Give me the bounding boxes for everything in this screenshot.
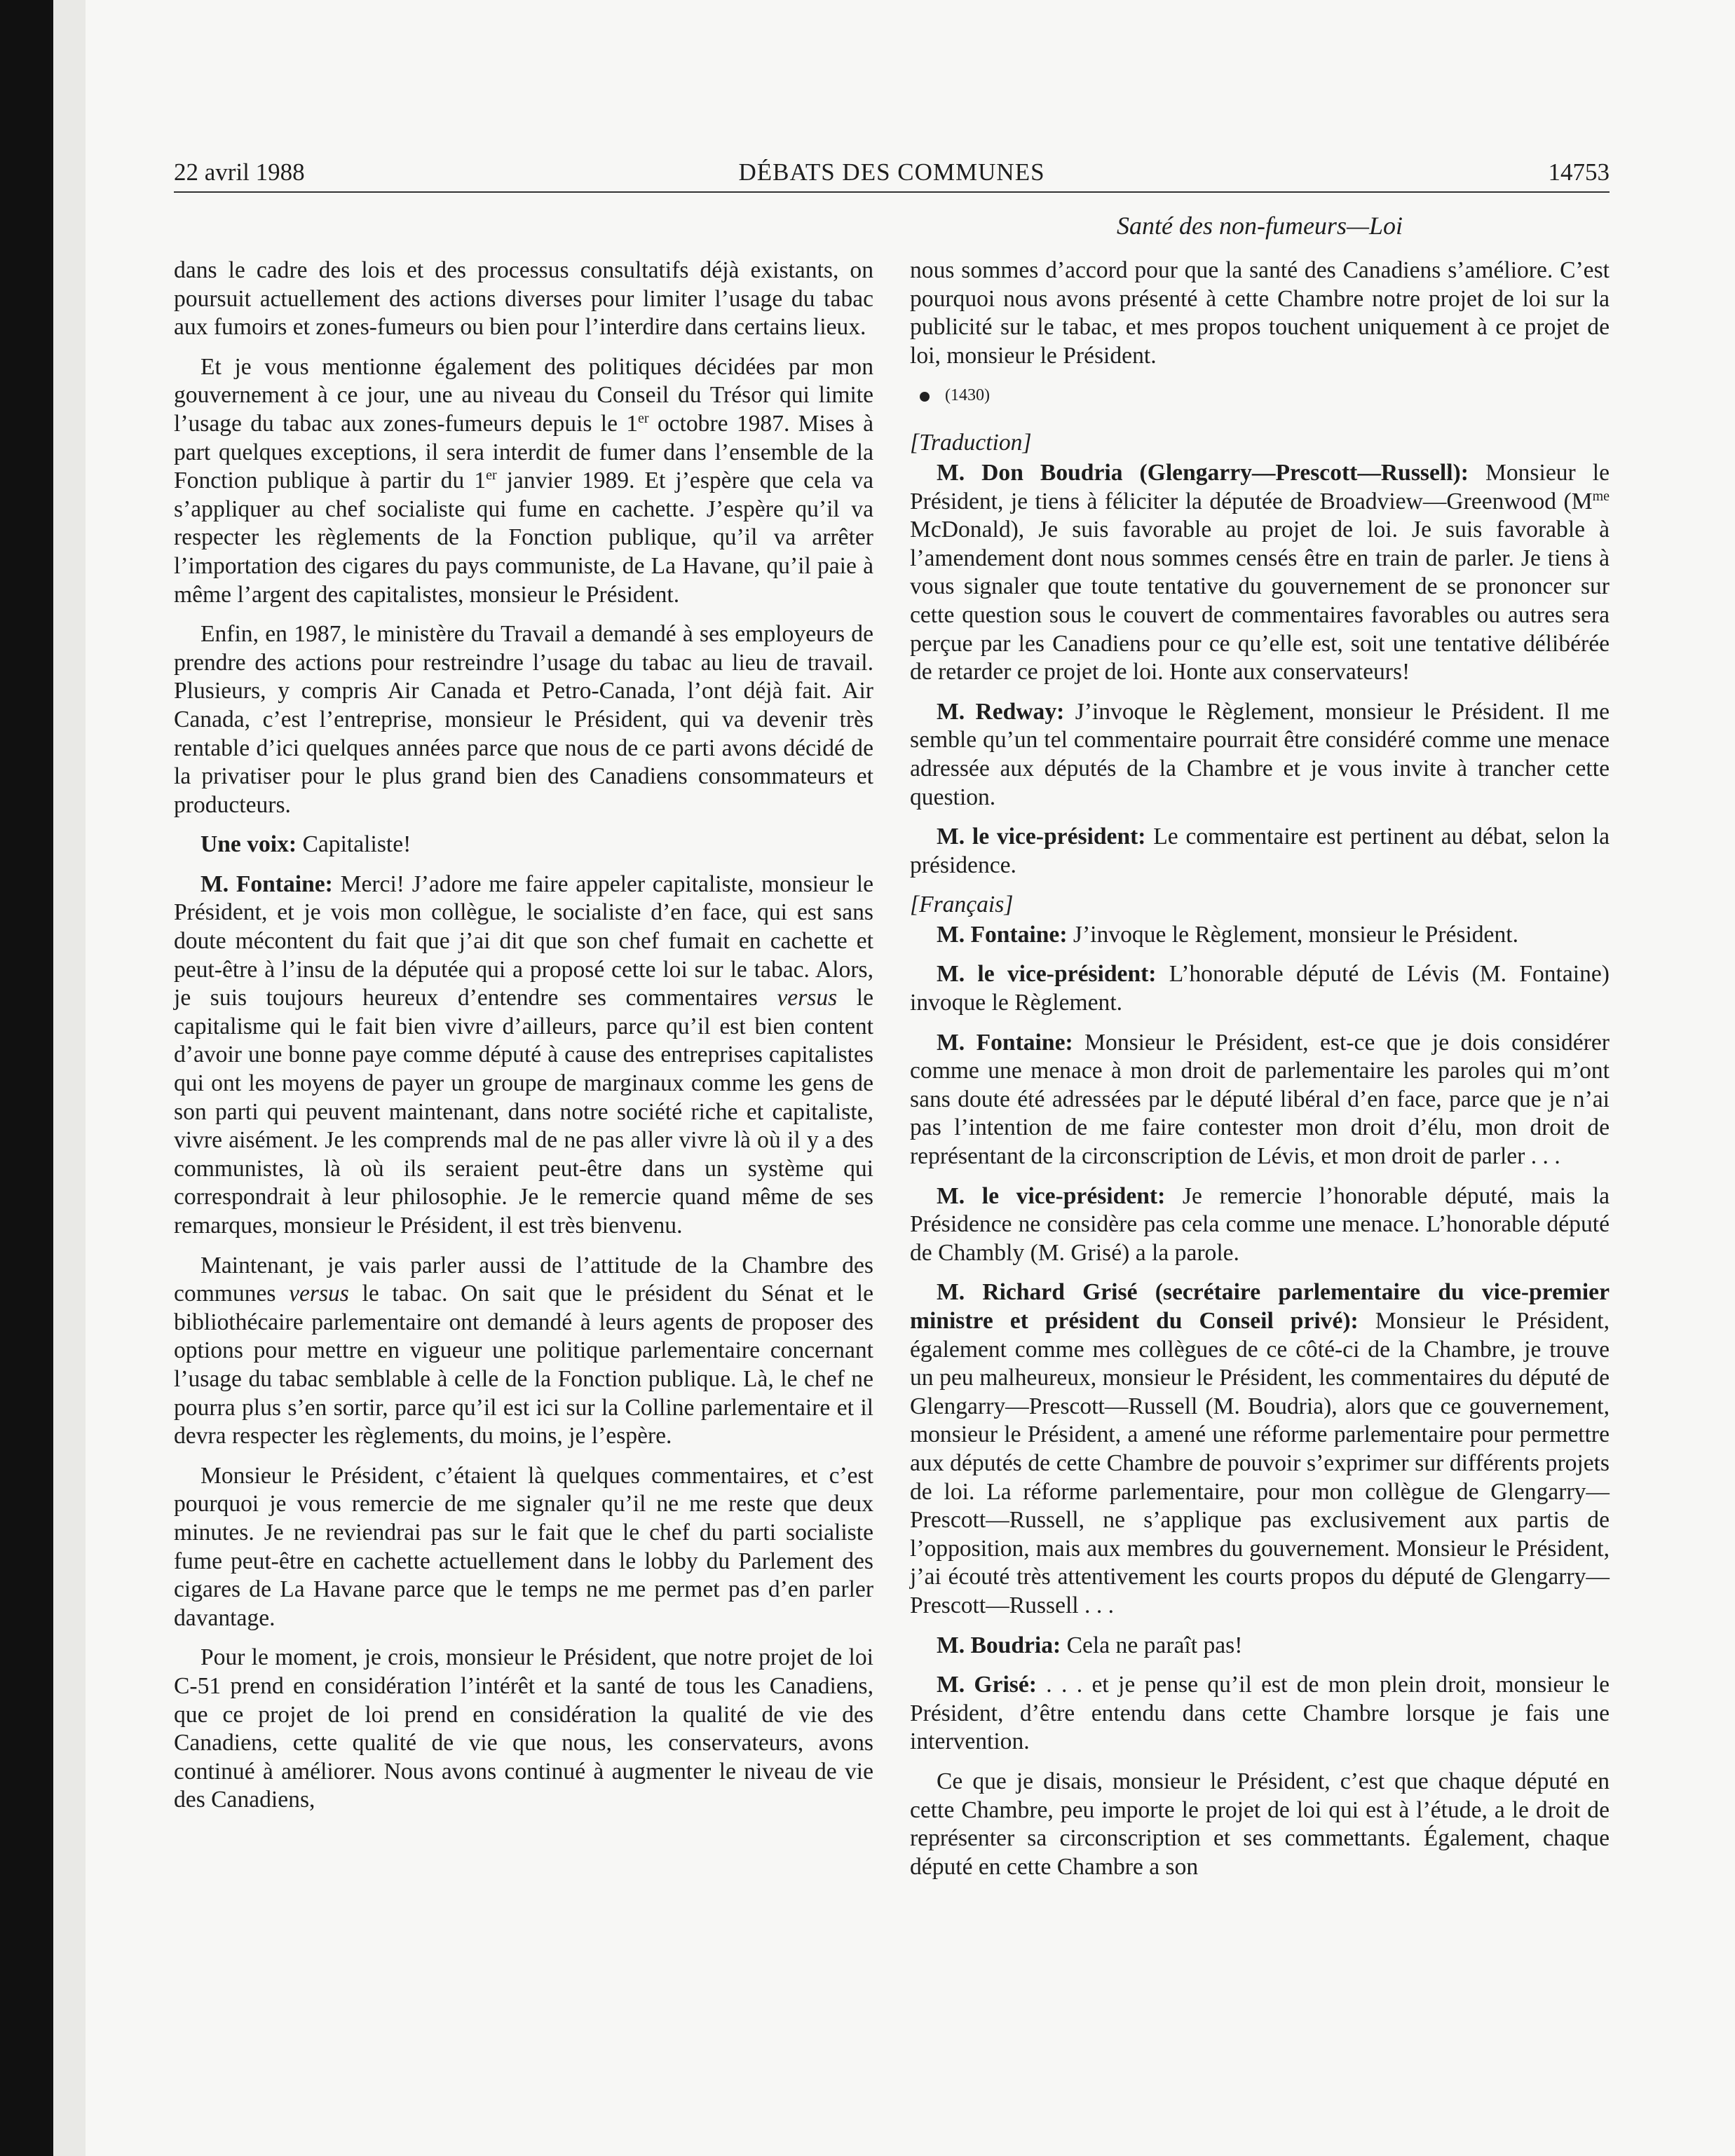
paragraph [174, 831, 873, 859]
paragraph [910, 257, 1610, 370]
paragraph [910, 960, 1610, 1017]
paragraph [174, 257, 873, 342]
paragraph-text: Maintenant, je vais parler aussi de l’attitude de la Chambre des communes [174, 1252, 873, 1307]
speaker-name: M. Boudria: [937, 1632, 1061, 1658]
speaker-name: M. le vice-président: [937, 824, 1146, 850]
speaker-name: M. Redway: [937, 698, 1065, 725]
paragraph-text: Monsieur le Président, je tiens à féliciter la députée de Broadview—Greenwood (M [910, 459, 1610, 514]
paragraph [174, 871, 873, 1241]
paragraph-text: J’invoque le Règlement, monsieur le Président. Il me semble qu’un tel commentaire pourrait être considéré comme une menace adressée aux députés de la Chambre et je vous invite à trancher cette question. [910, 698, 1610, 810]
paragraph [910, 1278, 1610, 1620]
paragraph-text: dans le cadre des lois et des processus consultatifs déjà existants, on poursuit actuellement des actions diverses pour limiter l’usage du tabac aux fumoirs et zones-fumeurs ou bien pour l’interdire dans certains lieux. [174, 257, 873, 341]
paragraph-text: . . . et je pense qu’il est de mon plein droit, monsieur le Président, d’être entendu dans cette Chambre lorsque je fais une intervention. [910, 1672, 1610, 1755]
paragraph [910, 1671, 1610, 1756]
paragraph-text: Le commentaire est pertinent au débat, selon la présidence. [910, 824, 1610, 878]
paragraph-text: octobre 1987. Mises à part quelques exceptions, il sera interdit de fumer dans l’ensemble de la Fonction publique à partir du 1 [174, 410, 874, 494]
language-tag-translation: [Traduction] [910, 430, 1032, 456]
speaker-name: M. le vice-président: [937, 1182, 1166, 1209]
left-column [174, 257, 873, 1826]
paragraph [910, 1768, 1610, 1881]
paragraph-text: le capitalisme qui le fait bien vivre d’ailleurs, parce qu’il est bien content d’avoir une bonne paye comme député à cause des entreprises capitalistes qui ont les moyens de payer un groupe de marginaux comme les gens de son parti qui peuvent maintenant, dans notre société riche et capitaliste, vivre aisément. Je les comprends mal de ne pas aller vivre là où il y a des communistes, là où ils seraient peut-être dans un système qui correspondrait à leur philosophie. Je le remercie quand même de ses remarques, monsieur le Président, il est très bienvenu. [174, 985, 873, 1239]
language-tag-francais: [Français] [910, 892, 1014, 918]
paragraph-text: L’honorable député de Lévis (M. Fontaine) invoque le Règlement. [910, 961, 1610, 1016]
paragraph [910, 1632, 1610, 1660]
scan-binding-edge [0, 0, 53, 2156]
speaker-name: Une voix: [200, 831, 297, 858]
header-page-number: 14753 [1548, 158, 1610, 186]
superscript: me [1592, 488, 1610, 504]
right-column [910, 257, 1610, 1892]
paragraph [910, 1029, 1610, 1171]
superscript: er [638, 410, 649, 426]
paragraph-text: Merci! J’adore me faire appeler capitaliste, monsieur le Président, et je vois mon collègue, le socialiste d’en face, qui est sans doute mécontent du fait que j’ai dit que son chef fumait en cachette et peut-être à l’insu de la députée qui a proposé cette loi sur le tabac. Alors, je suis toujours heureux d’entendre ses commentaires [174, 871, 873, 1011]
paragraph [174, 1644, 873, 1815]
paragraph [910, 921, 1610, 950]
speaker-name: M. le vice-président: [937, 961, 1157, 988]
paragraph-text: Monsieur le Président, c’étaient là quelques commentaires, et c’est pourquoi je vous remercie de me signaler qu’il ne me reste que deux minutes. Je ne reviendrai pas sur le fait que le chef du parti socialiste fume peut-être en cachette actuellement dans le lobby du Parlement des cigares de La Havane parce que le temps ne me permet pas d’en parler davantage. [174, 1462, 873, 1631]
speaker-name: M. Fontaine: [937, 921, 1068, 948]
paragraph-text: McDonald), Je suis favorable au projet de loi. Je suis favorable à l’amendement dont nous sommes censés être en train de parler. Je tiens à vous signaler que toute tentative du gouvernement de se prononcer sur cette question sous le couvert de commentaires favorables ou autres sera perçue par les Canadiens pour ce qu’elle est, soit une tentative délibérée de retarder ce projet de loi. Honte aux conservateurs! [910, 517, 1610, 685]
speaker-name: M. Richard Grisé (secrétaire parlementaire du vice-premier ministre et président du Conseil privé): [910, 1279, 1610, 1334]
speaker-name: M. Don Boudria (Glengarry—Prescott—Russell): [937, 459, 1469, 486]
paragraph-text: Monsieur le Président, est-ce que je dois considérer comme une menace à mon droit de parlementaire les paroles qui m’ont sans doute été adressées par le député libéral d’en face, parce que je n’ai pas l’intention de me faire contester mon droit d’élu, mon droit de représentant de la circonscription de Lévis, et mon droit de parler . . . [910, 1029, 1610, 1170]
paragraph [174, 620, 873, 819]
paragraph [910, 698, 1610, 812]
header-rule [174, 191, 1610, 193]
speaker-name: M. Fontaine: [937, 1029, 1073, 1056]
paragraph-text: Capitaliste! [297, 831, 411, 858]
timestamp-text: (1430) [945, 386, 990, 405]
paragraph-text: Enfin, en 1987, le ministère du Travail a demandé à ses employeurs de prendre des actions pour restreindre l’usage du tabac au lieu de travail. Plusieurs, y compris Air Canada et Petro-Canada, l’ont déjà fait. Air Canada, c’est l’entreprise, monsieur le Président, qui va devenir très rentable d’ici quelques années parce que nous de ce parti avons décidé de la privatiser pour le plus grand bien des Canadiens consommateurs et producteurs. [174, 621, 873, 818]
header-date: 22 avril 1988 [174, 158, 305, 186]
paragraph [910, 459, 1610, 687]
paragraph-text: Et je vous mentionne également des politiques décidées par mon gouvernement à ce jour, une au niveau du Conseil du Trésor qui limite l’usage du tabac aux zones-fumeurs depuis le 1 [174, 353, 873, 437]
paragraph-text: Monsieur le Président, également comme mes collègues de ce côté-ci de la Chambre, je trouve un peu malheureux, monsieur le Président, les commentaires du député de Glengarry—Prescott—Russell (M. Boudria), alors que ce gouvernement, monsieur le Président, a amené une réforme parlementaire pour permettre aux députés de cette Chambre de pouvoir s’exprimer sur différents projets de loi. La réforme parlementaire, pour mon collègue de Glengarry—Prescott—Russell, ne s’applique pas exclusivement aux partis de l’opposition, mais aux membres du gouvernement. Monsieur le Président, j’ai écouté très attentivement les courts propos du député de Glengarry—Prescott—Russell . . . [910, 1308, 1610, 1618]
paragraph-text: Ce que je disais, monsieur le Président, c’est que chaque député en cette Chambre, peu importe le projet de loi qui est à l’étude, a le droit de représenter sa circonscription et ses commettants. Également, chaque député en cette Chambre a son [910, 1768, 1610, 1880]
speaker-name: M. Grisé: [937, 1672, 1037, 1698]
paragraph-text: le tabac. On sait que le président du Sénat et le bibliothécaire parlementaire ont demandé à leurs agents de proposer des options pour mettre en vigueur une politique parlementaire concernant l’usage du tabac semblable à celle de la Fonction publique. Là, le chef ne pourra plus s’en sortir, parce qu’il est ici sur la Colline parlementaire et il devra respecter les règlements, du moins, je l’espère. [174, 1281, 873, 1449]
superscript: er [486, 467, 497, 483]
italic-term: versus [777, 985, 838, 1011]
running-header [174, 153, 1610, 192]
italic-term: versus [289, 1281, 349, 1307]
paragraph-text: J’invoque le Règlement, monsieur le Président. [1067, 921, 1518, 948]
header-publication: DÉBATS DES COMMUNES [738, 158, 1045, 186]
bullet-icon [920, 392, 930, 402]
paragraph [174, 1462, 873, 1633]
paragraph-text: Cela ne paraît pas! [1061, 1632, 1243, 1658]
section-title: Santé des non-fumeurs—Loi [1117, 212, 1403, 240]
scan-margin-band [53, 0, 86, 2156]
paragraph-text: nous sommes d’accord pour que la santé des Canadiens s’améliore. C’est pourquoi nous avons présenté à cette Chambre notre projet de loi sur la publicité sur le tabac, et mes propos touchent uniquement à ce projet de loi, monsieur le Président. [910, 257, 1610, 369]
paragraph [910, 823, 1610, 880]
paragraph [910, 1182, 1610, 1268]
timestamp [910, 381, 1610, 409]
paragraph-text: Je remercie l’honorable député, mais la Présidence ne considère pas cela comme une menace. L’honorable député de Chambly (M. Grisé) a la parole. [910, 1182, 1610, 1266]
paragraph [174, 353, 873, 609]
paragraph [174, 1252, 873, 1451]
speaker-name: M. Fontaine: [200, 871, 333, 897]
paragraph-text: Pour le moment, je crois, monsieur le Président, que notre projet de loi C-51 prend en considération l’intérêt et la santé de tous les Canadiens, que ce projet de loi prend en considération la qualité de vie des Canadiens, cette qualité de vie que nous, les conservateurs, avons continué à améliorer. Nous avons continué à augmenter le niveau de vie des Canadiens, [174, 1644, 873, 1813]
paragraph-text: janvier 1989. Et j’espère que cela va s’appliquer au chef socialiste qui fume en cachette. J’espère qu’il va respecter les règlements de la Fonction publique, qu’il va arrêter l’importation des cigares du pays communiste, de La Havane, qu’il paie à même l’argent des capitalistes, monsieur le Président. [174, 468, 874, 608]
